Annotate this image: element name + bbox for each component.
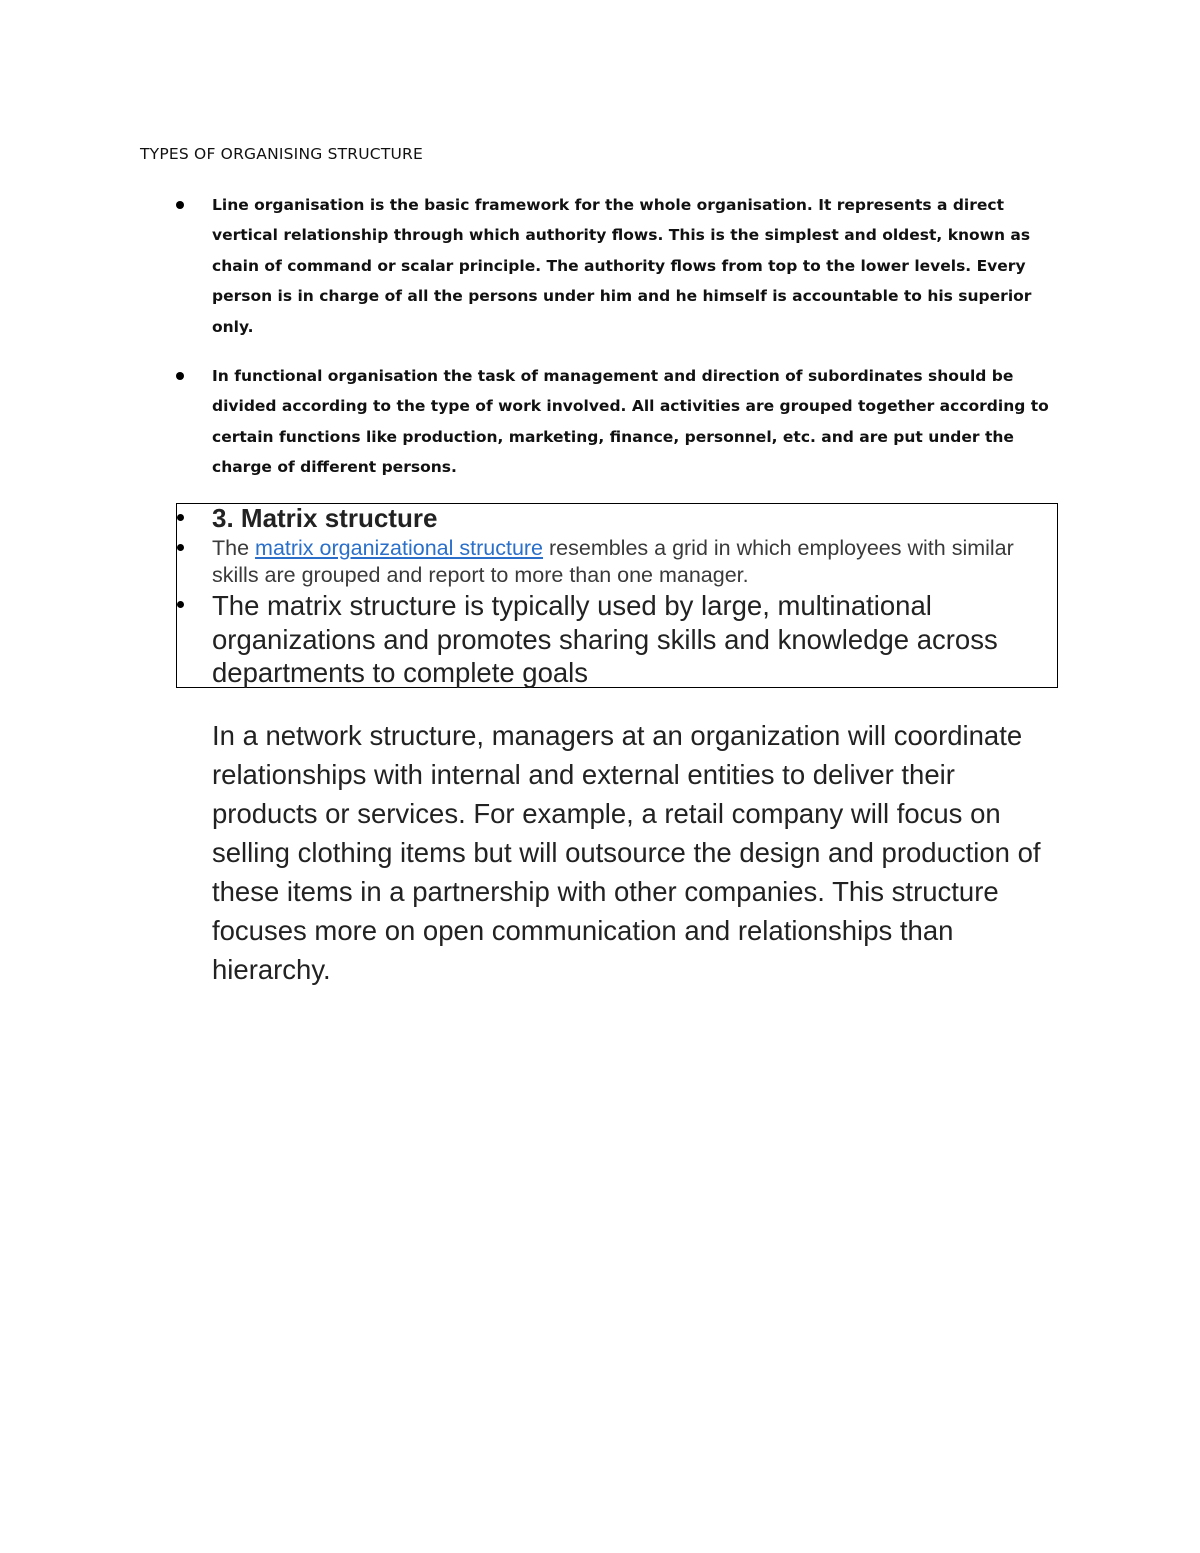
matrix-structure-description: [212, 535, 1062, 589]
matrix-structure-title: 3. Matrix structure: [212, 503, 438, 533]
matrix-organizational-structure-link[interactable]: matrix organizational structure: [255, 536, 544, 560]
matrix-desc-prefix: The: [212, 536, 256, 560]
bullet-icon: [177, 544, 184, 551]
matrix-desc-suffix: resembles a grid in which employees with similar skills are grouped and report to more than one manager.: [212, 536, 1014, 587]
matrix-structure-detail: The matrix structure is typically used by large, multinational organizations and promotes sharing skills and knowledge across departments to complete goals: [212, 590, 998, 688]
page-heading: TYPES OF ORGANISING STRUCTURE: [140, 145, 423, 163]
bullet-icon: [177, 601, 184, 608]
network-structure-paragraph: In a network structure, managers at an organization will coordinate relationships with internal and external entities to deliver their products or services. For example, a retail company will focus on selling clothing items but will outsource the design and production of these items in a partnership with other companies. This structure focuses more on open communication and relationships than hierarchy.: [212, 720, 1041, 985]
bullet-icon: [176, 201, 184, 209]
bullet-line-organisation: Line organisation is the basic framework for the whole organisation. It represents a direct vertical relationship through which authority flows. This is the simplest and oldest, known as chain of command or scalar principle. The authority flows from top to the lower levels. Every person is in charge of all the persons under him and he himself is accountable to his superior only.: [212, 196, 1032, 336]
bullet-functional-organisation: In functional organisation the task of management and direction of subordinates should be divided according to the type of work involved. All activities are grouped together according to certain functions like production, marketing, finance, personnel, etc. and are put under the charge of different persons.: [212, 367, 1049, 477]
bullet-icon: [177, 514, 184, 521]
bullet-icon: [176, 372, 184, 380]
